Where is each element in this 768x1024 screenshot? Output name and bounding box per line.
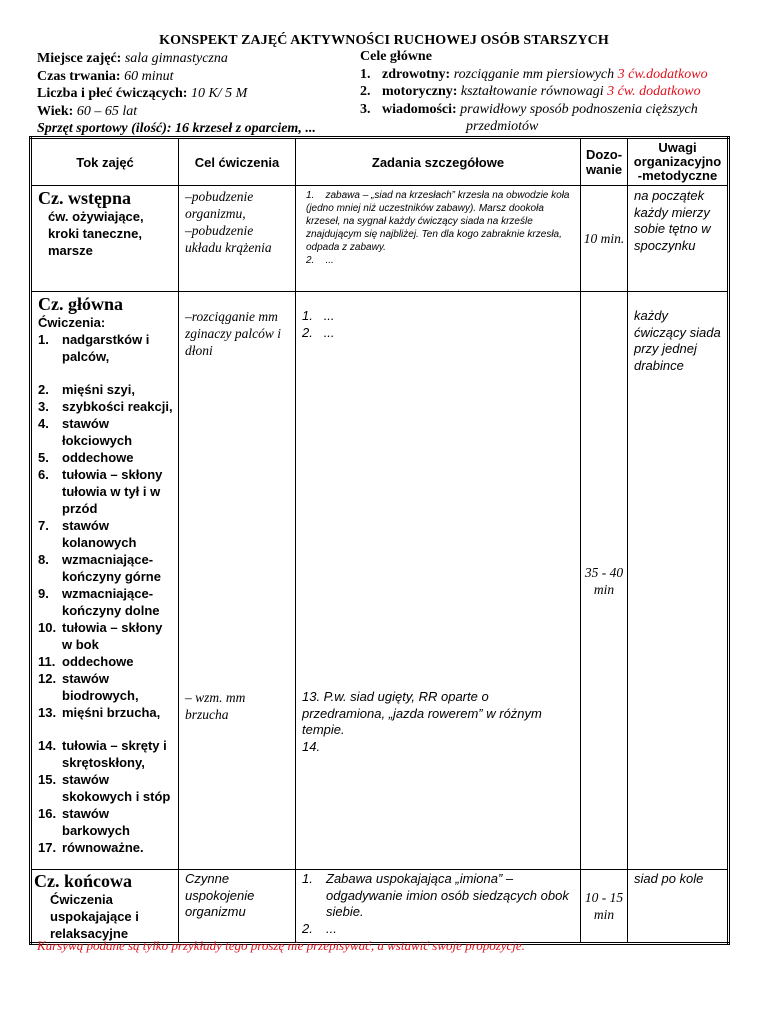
session-info [37, 50, 367, 138]
goal-number: 1. [360, 66, 371, 82]
final-duration: 10 - 15 min [581, 870, 628, 944]
exercise-text: tułowia – skręty i skrętoskłony, [62, 738, 167, 770]
exercise-text: mięśni brzucha, [62, 705, 161, 720]
exercise-item [38, 466, 176, 517]
exercise-item [38, 805, 176, 839]
exercise-text: stawów biodrowych, [62, 671, 139, 703]
place-value: sala gimnastyczna [124, 51, 228, 66]
goal-health [360, 66, 760, 84]
intro-notes: na początek każdy mierzy sobie tętno w spoczynku [634, 188, 711, 253]
header-goal: Cel ćwiczenia [179, 138, 296, 186]
duration-row [37, 68, 367, 86]
exercise-text: wzmacniające- kończyny dolne [62, 586, 160, 618]
exercise-text: szybkości reakcji, [62, 399, 173, 414]
exercise-number: 5. [38, 450, 49, 465]
final-desc: Ćwiczenia uspokajające i relaksacyjne [50, 892, 139, 941]
exercise-text: stawów barkowych [62, 806, 130, 838]
goal-label: motoryczny: [382, 84, 458, 99]
exercise-number: 10. [38, 620, 57, 635]
duration-value: 60 minut [124, 68, 174, 84]
intro-goal-1: –pobudzenie organizmu, [185, 189, 254, 221]
exercise-item [38, 653, 176, 670]
main-task-2: 2. ... [302, 324, 335, 340]
goal-motor [360, 83, 760, 101]
exercise-item [38, 771, 176, 805]
exercise-number: 7. [38, 518, 49, 533]
exercise-text: tułowia – skłony w bok [62, 620, 163, 652]
exercise-list [38, 331, 176, 856]
main-task-1: 1. ... [302, 308, 335, 323]
header-dosage: Dozo- wanie [581, 138, 628, 186]
exercise-text: oddechowe [62, 450, 134, 465]
main-notes: każdy ćwiczący siada przy jednej drabince [634, 308, 721, 373]
exercise-item [38, 381, 176, 398]
exercise-item [38, 331, 176, 365]
exercise-text: stawów łokciowych [62, 416, 133, 448]
intro-goal-cell [179, 186, 296, 292]
exercise-number: 17. [38, 840, 57, 855]
equipment-row [37, 120, 367, 138]
main-goal-cell [179, 292, 296, 870]
intro-title: Cz. wstępna [38, 188, 131, 208]
age-value: 60 – 65 lat [76, 103, 138, 119]
final-task-1: 1. Zabawa uspokajająca „imiona” – odgadywanie imion osób siedzących obok siebie. [302, 871, 569, 919]
exercise-text: stawów skokowych i stóp [62, 772, 171, 804]
exercise-number: 13. [38, 705, 57, 720]
exercise-text: oddechowe [62, 654, 134, 669]
table-row-final [31, 870, 729, 944]
header-notes: Uwagi organizacyjno -metodyczne [628, 138, 729, 186]
exercise-item [38, 517, 176, 551]
lesson-plan-table [29, 136, 730, 945]
count-label: Liczba i płeć ćwiczących: [37, 86, 188, 101]
exercise-text: równoważne. [62, 840, 144, 855]
intro-task-1: 1. zabawa – „siad na krzesłach” krzesła na obwodzie koła (jedno mniej niż uczestników zabawy). Marsz dookoła krzeseł, na sygnał każdy ćwiczący siada na krześle znajdującym się najbliżej. Ten dla kogo zabraknie krzesła, odpada z zabawy. [306, 190, 570, 253]
count-row [37, 85, 367, 103]
exercise-number: 1. [38, 332, 49, 347]
age-row [37, 103, 367, 121]
exercise-item [38, 585, 176, 619]
exercise-text: wzmacniające- kończyny górne [62, 552, 161, 584]
final-title: Cz. końcowa [34, 871, 132, 891]
exercise-text: stawów kolanowych [62, 518, 137, 550]
goal-knowledge [360, 101, 760, 119]
equipment-value: Sprzęt sportowy (ilość): 16 krzeseł z oparciem, ... [37, 121, 316, 136]
duration-label: Czas trwania: [37, 68, 121, 84]
exercise-item [38, 619, 176, 653]
intro-task-2: 2. ... [306, 255, 334, 266]
exercise-item [38, 839, 176, 856]
exercise-number: 16. [38, 806, 57, 821]
main-title: Cz. główna [38, 294, 123, 314]
intro-notes-cell [628, 186, 729, 292]
exercise-item [38, 415, 176, 449]
final-task-2: 2. ... [302, 920, 337, 936]
goal-knowledge-cont: przedmiotów [466, 119, 539, 134]
main-goals [360, 48, 760, 136]
goals-heading: Cele główne [360, 49, 432, 64]
exercise-number: 15. [38, 772, 57, 787]
goal-text: prawidłowy sposób podnoszenia cięższych [460, 101, 698, 117]
table-header-row [31, 138, 729, 186]
exercise-item [38, 670, 176, 704]
exercise-item [38, 737, 176, 771]
exercise-number: 14. [38, 738, 57, 753]
intro-course-cell [31, 186, 179, 292]
final-tasks-cell [296, 870, 581, 944]
main-course-cell [31, 292, 179, 870]
main-notes-cell [628, 292, 729, 870]
age-label: Wiek: [37, 103, 74, 119]
exercise-number: 8. [38, 552, 49, 567]
exercise-number: 4. [38, 416, 49, 431]
document-title: KONSPEKT ZAJĘĆ AKTYWNOŚCI RUCHOWEJ OSÓB STARSZYCH [159, 33, 609, 48]
main-duration: 35 - 40 min [581, 292, 628, 870]
main-subtitle: Ćwiczenia: [38, 315, 106, 330]
goal-label: wiadomości: [382, 101, 457, 117]
exercise-text: mięśni szyi, [62, 382, 135, 397]
goal-text: kształtowanie równowagi [460, 84, 604, 99]
goal-label: zdrowotny: [382, 66, 451, 82]
header-course: Tok zajęć [31, 138, 179, 186]
final-course-cell [31, 870, 179, 944]
table-row-intro [31, 186, 729, 292]
exercise-item [38, 449, 176, 466]
goal-number: 3. [360, 101, 371, 117]
exercise-number: 9. [38, 586, 49, 601]
exercise-text: tułowia – skłony tułowia w tył i w przód [62, 467, 163, 516]
goal-extra: 3 ćw. dodatkowo [607, 84, 701, 99]
exercise-number: 3. [38, 399, 49, 414]
goal-number: 2. [360, 84, 371, 99]
table-row-main [31, 292, 729, 870]
final-goal: Czynne uspokojenie organizmu [185, 871, 255, 919]
count-value: 10 K/ 5 M [190, 86, 248, 101]
header-tasks: Zadania szczegółowe [296, 138, 581, 186]
exercise-number: 6. [38, 467, 49, 482]
exercise-text: nadgarstków i palców, [62, 332, 150, 364]
exercise-number: 11. [38, 654, 56, 669]
intro-duration: 10 min. [581, 186, 628, 292]
footer-note: Kursywą podane są tylko przykłady tego proszę nie przepisywać, a wstawić swoje propozycje. [37, 938, 525, 953]
exercise-item [38, 704, 176, 721]
final-goal-cell [179, 870, 296, 944]
main-goal-1: –rozciąganie mm zginaczy palców i dłoni [185, 309, 281, 358]
intro-desc: ćw. ożywiające, kroki taneczne, marsze [48, 209, 144, 258]
place-row [37, 50, 367, 68]
goal-extra: 3 ćw.dodatkowo [617, 66, 708, 82]
exercise-number: 2. [38, 382, 49, 397]
exercise-item [38, 398, 176, 415]
main-task-13: 13. P.w. siad ugięty, RR oparte o przedramiona, „jazda rowerem” w różnym tempie. 14. [302, 689, 542, 754]
intro-tasks-cell [296, 186, 581, 292]
goal-text: rozciąganie mm piersiowych [453, 66, 615, 82]
final-notes-cell [628, 870, 729, 944]
main-goal-2: – wzm. mm brzucha [185, 690, 246, 722]
place-label: Miejsce zajęć: [37, 51, 122, 66]
final-notes: siad po kole [634, 871, 704, 886]
exercise-item [38, 551, 176, 585]
main-tasks-cell [296, 292, 581, 870]
intro-goal-2: –pobudzenie układu krążenia [185, 223, 272, 255]
exercise-number: 12. [38, 671, 57, 686]
